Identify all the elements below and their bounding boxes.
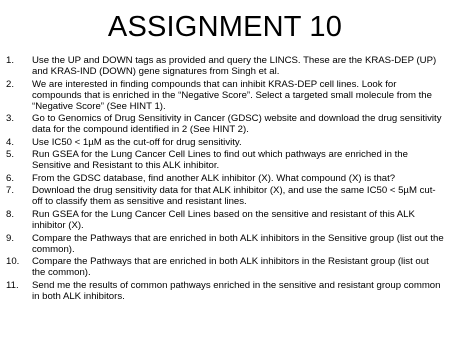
list-item: [6, 185, 444, 207]
item-text: Compare the Pathways that are enriched in both ALK inhibitors in the Resistant group (list out the common).: [32, 256, 429, 279]
item-number: 4.: [6, 136, 15, 148]
item-text: Use IC50 < 1µM as the cut-off for drug sensitivity.: [32, 136, 242, 148]
item-number: 2.: [6, 78, 15, 90]
item-number: 9.: [6, 232, 15, 244]
item-text: We are interested in finding compounds that can inhibit KRAS-DEP cell lines. Look for compounds that is enriched in the “Negative Score”. Select a targeted small molecule from the “Negative Score” (See HINT 1).: [32, 78, 432, 112]
item-number: 8.: [6, 208, 15, 220]
slide-title: ASSIGNMENT 10: [107, 11, 343, 43]
assignment-list: [6, 55, 444, 303]
item-text: Download the drug sensitivity data for that ALK inhibitor (X), and use the same IC50 < 5µM cut-off to classify them as sensitive and resistant lines.: [32, 185, 436, 208]
list-item: [6, 113, 444, 135]
list-item: [6, 55, 444, 77]
list-item: [6, 280, 444, 302]
list-item: [6, 79, 444, 112]
list-item: [6, 173, 444, 184]
item-number: 7.: [6, 185, 15, 197]
item-text: From the GDSC database, find another ALK inhibitor (X). What compound (X) is that?: [32, 172, 396, 184]
item-text: Compare the Pathways that are enriched in both ALK inhibitors in the Sensitive group (list out the common).: [32, 232, 444, 255]
item-text: Go to Genomics of Drug Sensitivity in Cancer (GDSC) website and download the drug sensitivity data for the compound identified in 2 (See HINT 2).: [32, 113, 442, 136]
list-item: [6, 256, 444, 278]
item-number: 1.: [6, 55, 15, 66]
list-item: [6, 137, 444, 148]
item-number: 3.: [6, 113, 15, 125]
item-text: Run GSEA for the Lung Cancer Cell Lines based on the sensitive and resistant of this ALK inhibitor (X).: [32, 208, 415, 232]
item-number: 6.: [6, 172, 15, 184]
item-text: Send me the results of common pathways enriched in the sensitive and resistant group common in both ALK inhibitors.: [32, 279, 441, 302]
item-number: 5.: [6, 149, 15, 161]
list-item: [6, 233, 444, 255]
item-number: 11.: [6, 279, 19, 291]
list-item: [6, 149, 444, 171]
item-text: Run GSEA for the Lung Cancer Cell Lines to find out which pathways are enriched in the Sensitive and Resistant to this ALK inhibitor.: [32, 149, 408, 172]
item-number: 10.: [6, 256, 20, 268]
item-text: Use the UP and DOWN tags as provided and query the LINCS. These are the KRAS-DEP (UP) and KRAS-IND (DOWN) gene signatures from Singh et al.: [32, 55, 437, 78]
list-item: [6, 209, 444, 231]
